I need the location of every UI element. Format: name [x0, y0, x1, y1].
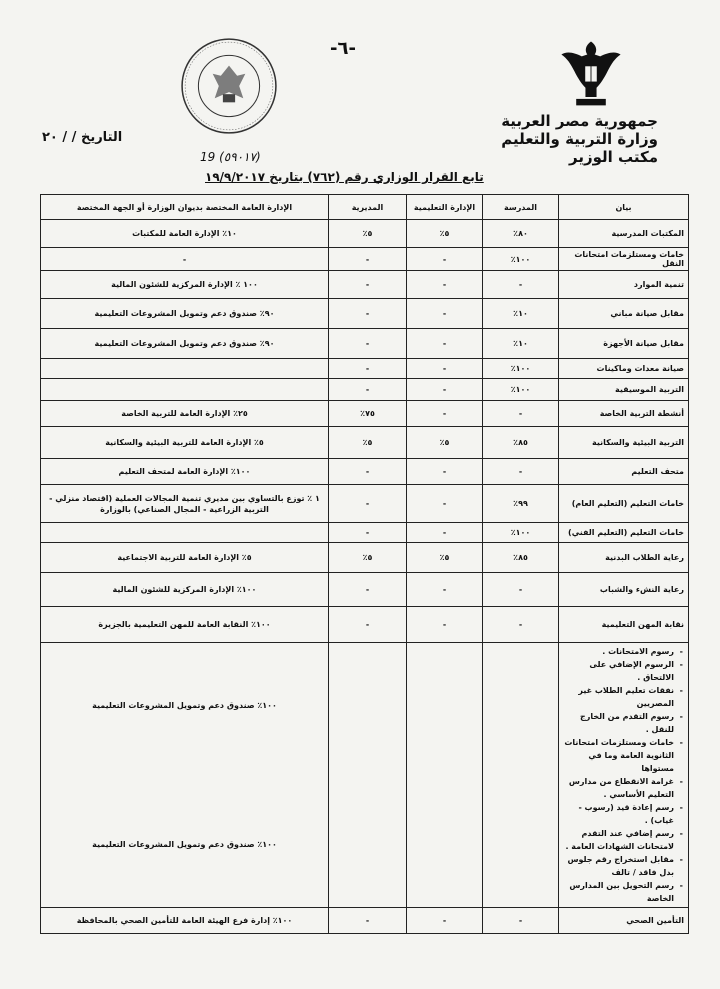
table-row — [41, 459, 689, 485]
cell-school — [483, 643, 559, 908]
cell-directorate: ٥٪ — [329, 543, 407, 573]
cell-general: ٥٪ الإدارة العامة للتربية الاجتماعية — [41, 543, 329, 573]
fees-destination: ١٠٠٪ صندوق دعم وتمويل المشروعات التعليمية — [92, 840, 277, 849]
cell-directorate: - — [329, 248, 407, 271]
table-row — [41, 485, 689, 523]
list-item: - الرسوم الإضافي على الالتحاق . — [563, 658, 674, 684]
cell-school: - — [483, 271, 559, 299]
table-row — [41, 427, 689, 459]
cell-directorate: - — [329, 359, 407, 379]
ministry-seal-stamp — [178, 35, 280, 137]
cell-directorate: - — [329, 329, 407, 359]
cell-school: - — [483, 607, 559, 643]
cell-item: أنشطة التربية الخاصة — [559, 401, 689, 427]
cell-edu-admin: ٥٪ — [407, 543, 483, 573]
cell-item — [559, 643, 689, 908]
table-row — [41, 543, 689, 573]
table-row — [41, 607, 689, 643]
table-row — [41, 401, 689, 427]
cell-school: - — [483, 401, 559, 427]
letterhead-line-3: مكتب الوزير — [568, 148, 658, 166]
header-general: الإدارة العامة المختصة بديوان الوزارة أو الجهة المختصة — [41, 195, 329, 220]
cell-item: مقابل صيانة الأجهزة — [559, 329, 689, 359]
cell-general: ١٠٪ الإدارة العامة للمكتبات — [41, 220, 329, 248]
cell-directorate: - — [329, 908, 407, 934]
cell-item: خامات التعليم (التعليم العام) — [559, 485, 689, 523]
cell-school: ١٠٠٪ — [483, 359, 559, 379]
cell-general: ٩٠٪ صندوق دعم وتمويل المشروعات التعليمية — [41, 299, 329, 329]
cell-school: ١٠٠٪ — [483, 379, 559, 401]
table-row — [41, 523, 689, 543]
cell-directorate — [329, 643, 407, 908]
cell-general — [41, 523, 329, 543]
cell-item: تنمية الموارد — [559, 271, 689, 299]
cell-school: ١٠٪ — [483, 329, 559, 359]
eagle-emblem-icon — [554, 35, 628, 111]
list-item: - رسم إعادة قيد (رسوب - غياب) . — [563, 801, 674, 827]
cell-directorate: - — [329, 607, 407, 643]
table-row — [41, 220, 689, 248]
handwritten-number: 19 (٥٩٠١٧) — [200, 150, 261, 164]
table-row — [41, 248, 689, 271]
cell-school: ٨٥٪ — [483, 427, 559, 459]
cell-edu-admin: - — [407, 379, 483, 401]
cell-directorate: ٥٪ — [329, 220, 407, 248]
cell-item: مقابل صيانة مباني — [559, 299, 689, 329]
table-row — [41, 271, 689, 299]
cell-edu-admin — [407, 643, 483, 908]
cell-item: التربية الموسيقية — [559, 379, 689, 401]
cell-general: ١ ٪ توزع بالتساوي بين مديري تنمية المجالات العملية (اقتصاد منزلي - التربية الزراعية - المجال الصناعي) بالوزارة — [41, 485, 329, 523]
cell-directorate: ٧٥٪ — [329, 401, 407, 427]
cell-edu-admin: - — [407, 329, 483, 359]
header-edu-admin: الإدارة التعليمية — [407, 195, 483, 220]
cell-general: ٥٪ الإدارة العامة للتربية البيئية والسكانية — [41, 427, 329, 459]
cell-general: - — [41, 248, 329, 271]
cell-general: ١٠٠٪ النقابة العامة للمهن التعليمية بالجزيرة — [41, 607, 329, 643]
cell-general: ١٠٠٪ الإدارة المركزية للشئون المالية — [41, 573, 329, 607]
cell-edu-admin: - — [407, 459, 483, 485]
table-row — [41, 329, 689, 359]
cell-item: المكتبات المدرسية — [559, 220, 689, 248]
list-item: - رسم إضافي عند التقدم لامتحانات الشهادات العامة . — [563, 827, 674, 853]
cell-directorate: - — [329, 573, 407, 607]
cell-school: - — [483, 908, 559, 934]
cell-directorate: - — [329, 379, 407, 401]
table-row-fees — [41, 643, 689, 908]
cell-edu-admin: ٥٪ — [407, 220, 483, 248]
table-header-row — [41, 195, 689, 220]
cell-directorate: - — [329, 299, 407, 329]
table-row — [41, 299, 689, 329]
cell-edu-admin: - — [407, 485, 483, 523]
cell-school: ١٠٠٪ — [483, 248, 559, 271]
cell-general — [41, 359, 329, 379]
list-item: - رسوم التقدم من الخارج للنقل . — [563, 710, 674, 736]
header-school: المدرسة — [483, 195, 559, 220]
date-line: التاريخ / / ٢٠ — [42, 130, 123, 145]
cell-general: ١٠٠٪ إدارة فرع الهيئة العامة للتأمين الصحي بالمحافظة — [41, 908, 329, 934]
header-item: بيان — [559, 195, 689, 220]
cell-school: ٨٥٪ — [483, 543, 559, 573]
cell-general: ٩٠٪ صندوق دعم وتمويل المشروعات التعليمية — [41, 329, 329, 359]
cell-item: رعاية الطلاب البدنية — [559, 543, 689, 573]
cell-school: ٨٠٪ — [483, 220, 559, 248]
cell-edu-admin: - — [407, 359, 483, 379]
cell-item: متحف التعليم — [559, 459, 689, 485]
cell-edu-admin: - — [407, 523, 483, 543]
cell-general — [41, 379, 329, 401]
cell-directorate: ٥٪ — [329, 427, 407, 459]
fees-list — [563, 645, 684, 905]
decree-title: تابع القرار الوزاري رقم (٧٦٢) بتاريخ ١٩/٩/٢٠١٧ — [205, 170, 484, 184]
cell-school: ١٠٠٪ — [483, 523, 559, 543]
list-item: - خامات ومستلزمات امتحانات الثانوية العامة وما في مستواها — [563, 736, 674, 775]
cell-edu-admin: - — [407, 271, 483, 299]
table-row — [41, 359, 689, 379]
header-directorate: المديرية — [329, 195, 407, 220]
cell-item: خامات التعليم (التعليم الفني) — [559, 523, 689, 543]
table-row — [41, 379, 689, 401]
cell-item: صيانة معدات وماكينات — [559, 359, 689, 379]
allocation-table — [40, 194, 689, 934]
table-row — [41, 573, 689, 607]
cell-general: ١٠٠ ٪ الإدارة المركزية للشئون المالية — [41, 271, 329, 299]
cell-item: خامات ومستلزمات امتحانات النقل — [559, 248, 689, 271]
cell-directorate: - — [329, 271, 407, 299]
letterhead-line-1: جمهورية مصر العربية — [501, 112, 658, 130]
cell-item: التأمين الصحي — [559, 908, 689, 934]
list-item: - رسوم الامتحانات . — [563, 645, 674, 658]
cell-general: ١٠٠٪ الإدارة العامة لمتحف التعليم — [41, 459, 329, 485]
cell-item: رعاية النشء والشباب — [559, 573, 689, 607]
cell-directorate: - — [329, 459, 407, 485]
list-item: - غرامة الانقطاع من مدارس التعليم الأساسي . — [563, 775, 674, 801]
cell-edu-admin: - — [407, 401, 483, 427]
cell-school: - — [483, 459, 559, 485]
cell-school: ٩٩٪ — [483, 485, 559, 523]
table-row — [41, 908, 689, 934]
fees-destination: ١٠٠٪ صندوق دعم وتمويل المشروعات التعليمية — [92, 701, 277, 710]
cell-edu-admin: - — [407, 299, 483, 329]
cell-general: ٢٥٪ الإدارة العامة للتربية الخاصة — [41, 401, 329, 427]
page-number: -٦- — [330, 38, 356, 59]
cell-item: نقابة المهن التعليمية — [559, 607, 689, 643]
cell-edu-admin: - — [407, 248, 483, 271]
cell-item: التربية البيئية والسكانية — [559, 427, 689, 459]
cell-school: ١٠٪ — [483, 299, 559, 329]
cell-directorate: - — [329, 523, 407, 543]
list-item: - مقابل استخراج رقم جلوس بدل فاقد / تالف — [563, 853, 674, 879]
list-item: - نفقات تعليم الطلاب غير المصريين — [563, 684, 674, 710]
letterhead — [501, 112, 658, 166]
list-item: - رسم التحويل بين المدارس الخاصة — [563, 879, 674, 905]
cell-general — [41, 643, 329, 908]
cell-edu-admin: - — [407, 573, 483, 607]
cell-edu-admin: - — [407, 607, 483, 643]
cell-edu-admin: - — [407, 908, 483, 934]
cell-school: - — [483, 573, 559, 607]
cell-edu-admin: ٥٪ — [407, 427, 483, 459]
cell-directorate: - — [329, 485, 407, 523]
letterhead-line-2: وزارة التربية والتعليم — [501, 130, 658, 148]
